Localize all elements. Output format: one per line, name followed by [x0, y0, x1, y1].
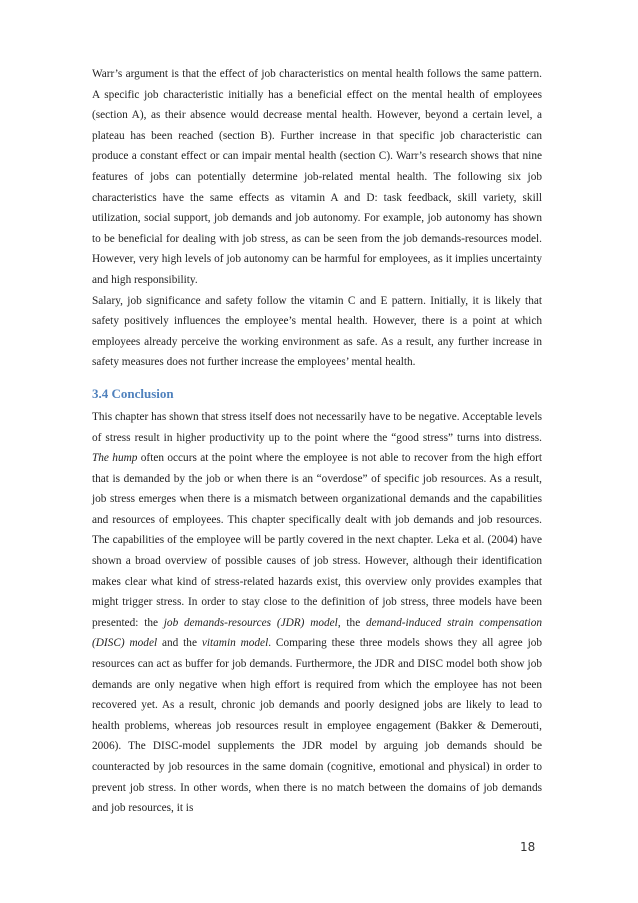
page-body	[92, 64, 542, 819]
paragraph-warr-argument: Warr’s argument is that the effect of job characteristics on mental health follows the same pattern. A specific job characteristic initially has a beneficial effect on the mental health of employees (section A), as their absence would decrease mental health. However, beyond a certain level, a plateau has been reached (section B). Further increase in that specific job characteristic can produce a constant effect or can impair mental health (section C). Warr’s research shows that nine features of jobs can potentially determine job-related mental health. The following six job characteristics have the same effects as vitamin A and D: task feedback, skill variety, skill utilization, social support, job demands and job autonomy. For example, job autonomy has shown to be beneficial for dealing with job stress, as can be seen from the job demands-resources model. However, very high levels of job autonomy can be harmful for employees, as it implies uncertainty and high responsibility.	[92, 68, 542, 286]
section-heading-conclusion: 3.4 Conclusion	[92, 385, 174, 401]
italic-term-vitamin: vitamin model	[201, 637, 269, 650]
text-run: often occurs at the point where the employee is not able to recover from the high effort that is demanded by the job or when there is an “overdose” of specific job resources. As a result, job stress emerges when there is a mismatch between organizational demands and the capabilities and resources of employees. This chapter specifically dealt with job demands and job resources. The capabilities of the employee will be partly covered in the next chapter. Leka et al. (2004) have shown a broad overview of possible causes of job stress. However, although their identification makes clear what kind of stress-related hazards exist, this overview only provides examples that might trigger stress. In order to stay close to the definition of job stress, three models have been presented: the	[92, 452, 543, 629]
paragraph-salary-safety: Salary, job significance and safety follow the vitamin C and E pattern. Initially, it is likely that safety positively influences the employee’s mental health. However, there is a point at which employees already perceive the working environment as safe. As a result, any further increase in safety measures does not further increase the employees’ mental health.	[92, 294, 542, 369]
italic-term-jdr: job demands-resources (JDR) model	[163, 616, 338, 629]
text-run: and the	[157, 637, 202, 650]
page-number: 18	[520, 840, 536, 854]
text-run: , the	[337, 616, 367, 629]
italic-term-disc: demand-induced strain compensation (DISC) model	[92, 616, 542, 650]
text-run: . Comparing these three models shows they all agree job resources can act as buffer for job demands. Furthermore, the JDR and DISC model both show job demands are only negative when high effort is required from which the employee has not been recovered yet. As a result, chronic job demands and poorly designed jobs are likely to lead to health problems, whereas job resources result in employee engagement (Bakker & Demerouti, 2006). The DISC-model supplements the JDR model by arguing job demands should be counteracted by job resources in the same domain (cognitive, emotional and physical) in order to prevent job stress. In other words, when there is no match between the domains of job demands and job resources, it is	[92, 637, 543, 815]
paragraph-conclusion	[92, 407, 542, 819]
text-run: This chapter has shown that stress itself does not necessarily have to be negative. Acceptable levels of stress result in higher productivity up to the point where the “good stress” turns into distress.	[92, 410, 542, 444]
italic-term-hump: The hump	[92, 452, 138, 465]
